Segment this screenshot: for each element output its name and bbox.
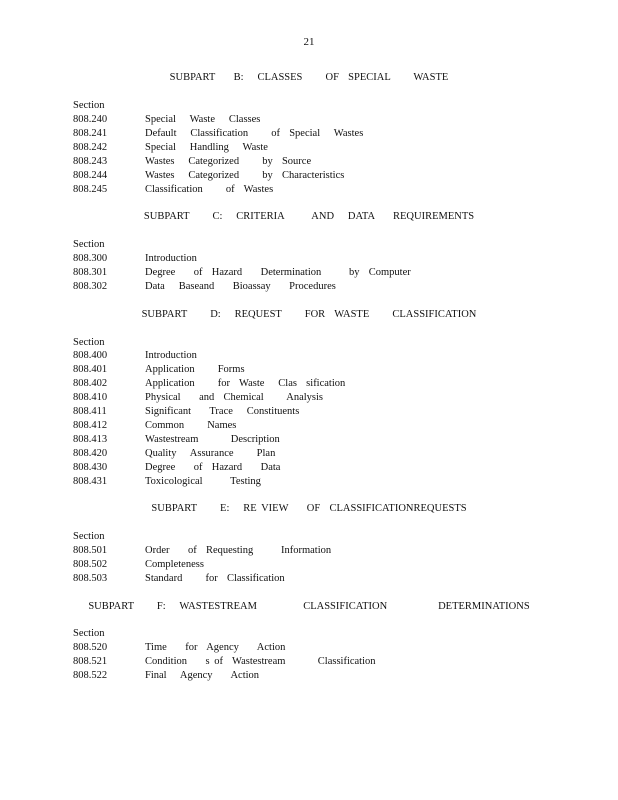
section-number: 808.411 — [73, 406, 107, 417]
toc-row — [73, 184, 593, 198]
section-label: Section — [73, 628, 105, 639]
page-number: 21 — [303, 36, 315, 48]
section-number: 808.300 — [73, 253, 108, 264]
section-number: 808.410 — [73, 392, 108, 403]
toc-row — [73, 420, 593, 434]
section-label: Section — [73, 531, 105, 542]
toc-row — [73, 642, 593, 656]
section-title: Physical and Chemical Analysis — [145, 392, 324, 403]
toc-row — [73, 156, 593, 170]
section-number: 808.501 — [73, 545, 108, 556]
section-title: Significant Trace Constituents — [145, 406, 300, 417]
section-number: 808.420 — [73, 448, 108, 459]
section-title: Wastes Categorized by Source — [145, 156, 312, 167]
section-number: 808.301 — [73, 267, 108, 278]
toc-row — [73, 142, 593, 156]
section-title: Introduction — [145, 253, 197, 264]
section-number: 808.521 — [73, 656, 108, 667]
section-title: Degree of Hazard Data — [145, 462, 281, 473]
section-number: 808.431 — [73, 476, 108, 487]
subpart-e-heading: SUBPART E: RE VIEW OF CLASSIFICATIONREQUESTS — [151, 503, 467, 514]
toc-row — [73, 448, 593, 462]
section-title: Application for Waste Clas sification — [145, 378, 346, 389]
toc-row — [73, 545, 593, 559]
toc-row — [73, 434, 593, 448]
section-number: 808.413 — [73, 434, 108, 445]
section-number: 808.502 — [73, 559, 108, 570]
section-title: Condition s of Wastestream Classification — [145, 656, 376, 667]
toc-row — [73, 559, 593, 573]
toc-row — [73, 364, 593, 378]
subpart-c-heading: SUBPART C: CRITERIA AND DATA REQUIREMENTS — [143, 211, 475, 222]
section-title: Order of Requesting Information — [145, 545, 332, 556]
subpart-f-heading: SUBPART F: WASTESTREAM CLASSIFICATION DETERMINATIONS — [88, 601, 530, 612]
section-title: Completeness — [145, 559, 204, 570]
section-title: Data Baseand Bioassay Procedures — [145, 281, 336, 292]
toc-row — [73, 170, 593, 184]
section-title: Special Waste Classes — [145, 114, 261, 125]
toc-row — [73, 656, 593, 670]
section-title: Standard for Classification — [145, 573, 285, 584]
subpart-d-heading: SUBPART D: REQUEST FOR WASTE CLASSIFICATION — [141, 309, 477, 320]
toc-row — [73, 670, 593, 684]
section-number: 808.401 — [73, 364, 108, 375]
section-number: 808.430 — [73, 462, 108, 473]
toc-row — [73, 392, 593, 406]
section-number: 808.242 — [73, 142, 108, 153]
section-label: Section — [73, 239, 105, 250]
section-title: Final Agency Action — [145, 670, 260, 681]
section-title: Time for Agency Action — [145, 642, 286, 653]
section-title: Wastestream Description — [145, 434, 280, 445]
section-title: Quality Assurance Plan — [145, 448, 276, 459]
section-title: Common Names — [145, 420, 237, 431]
section-title: Classification of Wastes — [145, 184, 274, 195]
section-number: 808.302 — [73, 281, 108, 292]
section-label: Section — [73, 100, 105, 111]
section-title: Degree of Hazard Determination by Computer — [145, 267, 411, 278]
section-number: 808.241 — [73, 128, 108, 139]
section-title: Wastes Categorized by Characteristics — [145, 170, 345, 181]
section-number: 808.412 — [73, 420, 108, 431]
toc-row — [73, 476, 593, 490]
section-title: Toxicological Testing — [145, 476, 261, 487]
section-number: 808.503 — [73, 573, 108, 584]
section-number: 808.522 — [73, 670, 108, 681]
subpart-b-heading: SUBPART B: CLASSES OF SPECIAL WASTE — [169, 72, 449, 83]
toc-row — [73, 378, 593, 392]
section-number: 808.245 — [73, 184, 108, 195]
section-number: 808.240 — [73, 114, 108, 125]
section-title: Special Handling Waste — [145, 142, 268, 153]
toc-row — [73, 573, 593, 587]
toc-row — [73, 406, 593, 420]
toc-row — [73, 281, 593, 295]
toc-row — [73, 114, 593, 128]
section-title: Introduction — [145, 350, 197, 361]
section-title: Application Forms — [145, 364, 245, 375]
section-number: 808.400 — [73, 350, 108, 361]
toc-row — [73, 462, 593, 476]
section-label: Section — [73, 337, 105, 348]
toc-row — [73, 267, 593, 281]
toc-row — [73, 350, 593, 364]
toc-row — [73, 128, 593, 142]
section-number: 808.243 — [73, 156, 108, 167]
section-number: 808.402 — [73, 378, 108, 389]
section-number: 808.244 — [73, 170, 108, 181]
toc-row — [73, 253, 593, 267]
section-title: Default Classification of Special Wastes — [145, 128, 364, 139]
section-number: 808.520 — [73, 642, 108, 653]
